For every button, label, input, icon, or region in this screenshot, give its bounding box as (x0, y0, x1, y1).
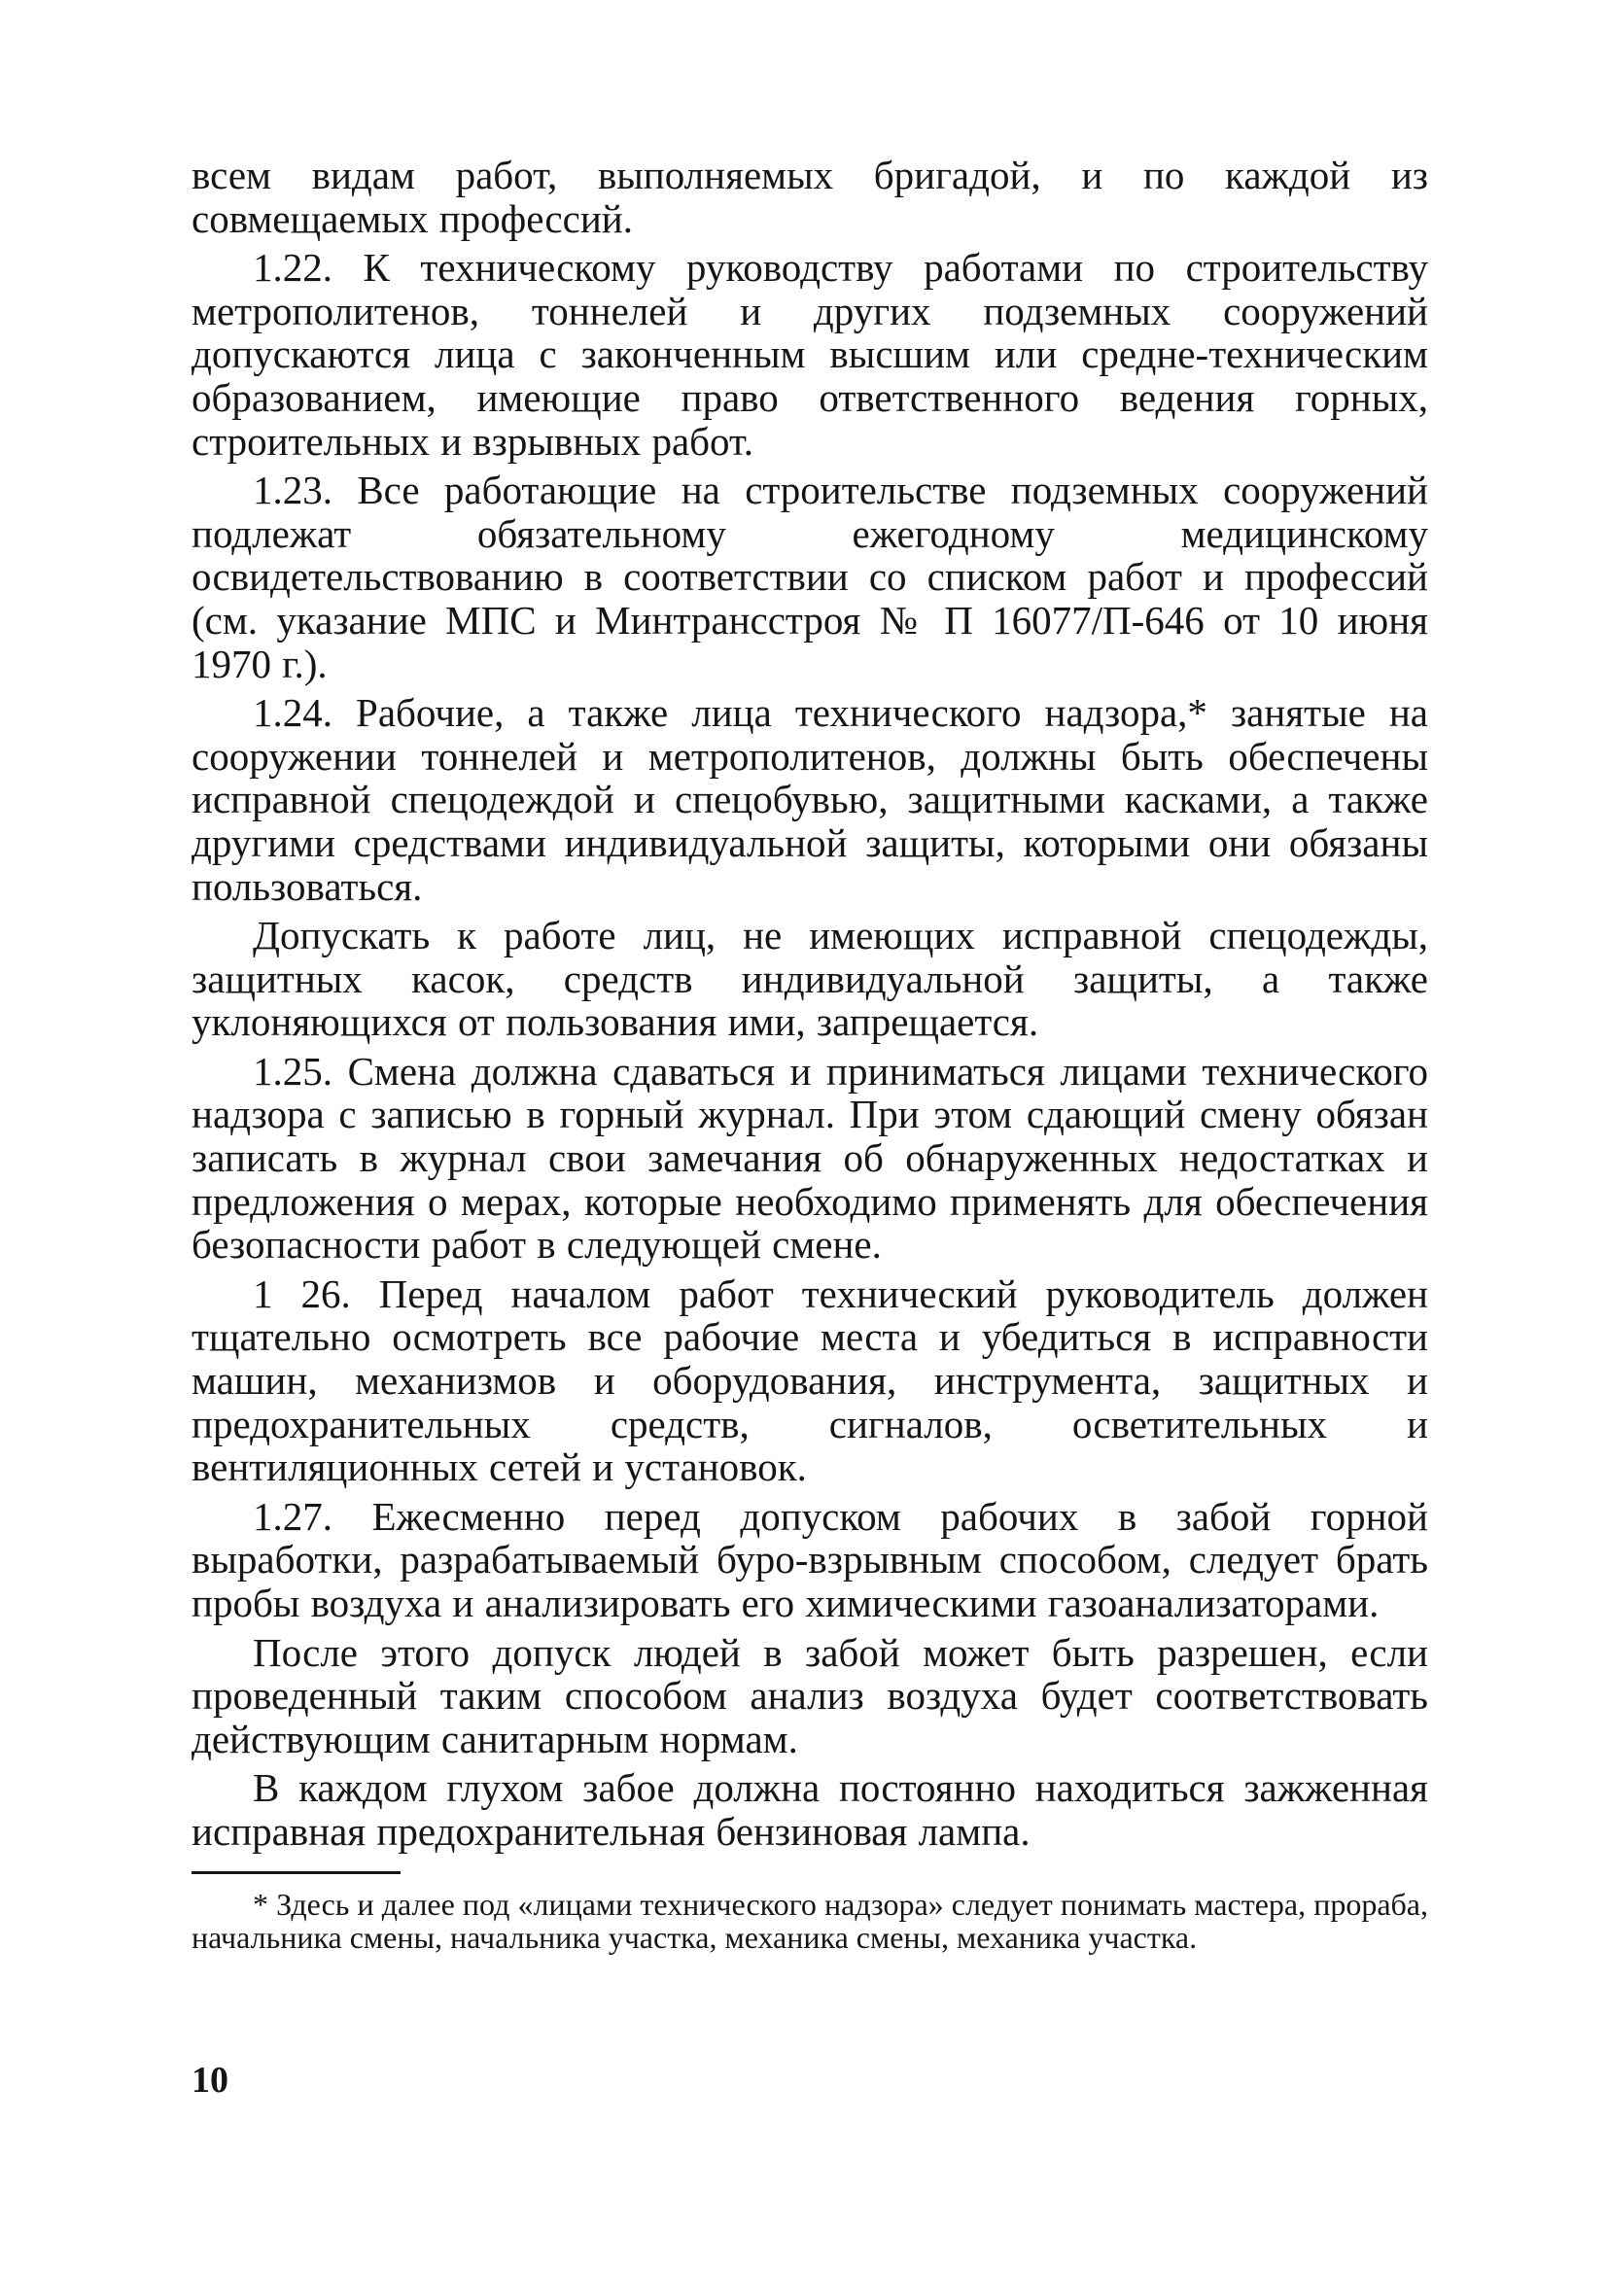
paragraph-continuation: всем видам работ, выполняемых бригадой, и по каждой из совмещаемых профессий. (192, 153, 1428, 241)
paragraph-1-22: 1.22. К техническому руководству работами по строительству метрополитенов, тоннелей и других подземных сооружений допускаются лица с законченным высшим или средне-техническим образованием, имеющие право ответственного ведения горных, строительных и взрывных работ. (192, 245, 1428, 464)
footnote-divider (192, 1871, 401, 1874)
paragraph-1-27-continued: После этого допуск людей в забой может быть разрешен, если проведенный таким способом анализ воздуха будет соответствовать действующим санитарным нормам. (192, 1629, 1428, 1761)
paragraph-1-27-lamp: В каждом глухом забое должна постоянно находиться зажженная исправная предохранительная бензиновая лампа. (192, 1765, 1428, 1854)
footnote: * Здесь и далее под «лицами технического надзора» следует понимать мастера, прораба, начальника смены, начальника участка, механика смены, механика участка. (192, 1886, 1428, 1956)
paragraph-1-25: 1.25. Смена должна сдаваться и приниматься лицами технического надзора с записью в горный журнал. При этом сдающий смену обязан записать в журнал свои замечания об обнаруженных недостатках и предложения о мерах, которые необходимо применять для обеспечения безопасности работ в следующей смене. (192, 1048, 1428, 1268)
paragraph-1-26: 1 26. Перед началом работ технический руководитель должен тщательно осмотреть все рабочие места и убедиться в исправности машин, механизмов и оборудования, инструмента, защитных и предохранительных средств, сигналов, осветительных и вентиляционных сетей и установок. (192, 1270, 1428, 1490)
paragraph-1-24: 1.24. Рабочие, а также лица технического надзора,* занятые на сооружении тоннелей и метрополитенов, должны быть обеспечены исправной спецодеждой и спецобувью, защитными касками, а также другими средствами индивидуальной защиты, которыми они обязаны пользоваться. (192, 690, 1428, 909)
paragraph-1-27: 1.27. Ежесменно перед допуском рабочих в забой горной выработки, разрабатываемый буро-взрывным способом, следует брать пробы воздуха и анализировать его химическими газоанализаторами. (192, 1493, 1428, 1625)
document-page (192, 154, 1428, 1955)
paragraph-1-23: 1.23. Все работающие на строительстве подземных сооружений подлежат обязательному ежегодному медицинскому освидетельствованию в соответствии со списком работ и профессий (см. указание МПС и Минтрансстроя № П 16077/П-646 от 10 июня 1970 г.). (192, 468, 1428, 686)
paragraph-1-24-continued: Допускать к работе лиц, не имеющих исправной спецодежды, защитных касок, средств индивидуальной защиты, а также уклоняющихся от пользования ими, запрещается. (192, 913, 1428, 1045)
page-number: 10 (192, 2060, 228, 2101)
